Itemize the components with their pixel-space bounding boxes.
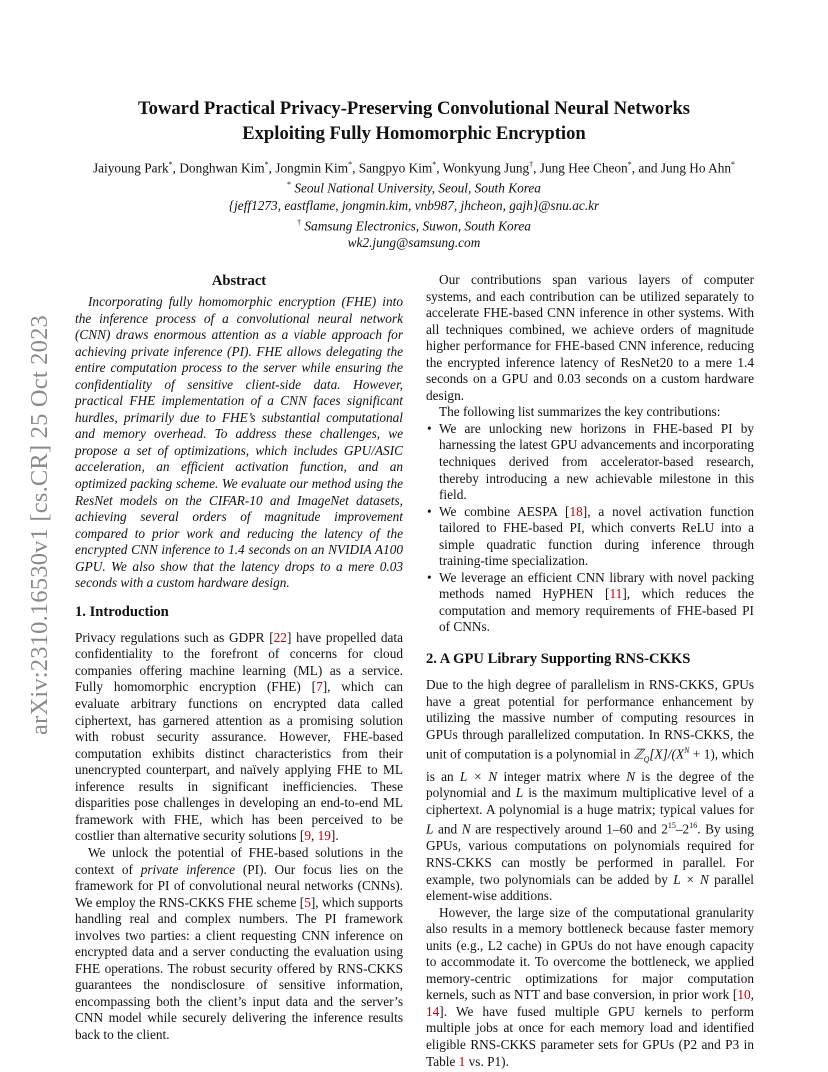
author-name: Wonkyung Jung xyxy=(442,160,530,176)
author-name: Jung Ho Ahn xyxy=(660,160,732,176)
author-name: Donghwan Kim xyxy=(179,160,265,176)
title-line-2: Exploiting Fully Homomorphic Encryption xyxy=(242,123,586,144)
list-item: • We combine AESPA [18], a novel activation function tailored to FHE-based PI, which converts ReLU into a simple quadratic function during inference through training-time specialization. xyxy=(427,503,754,569)
paper-title xyxy=(70,96,758,146)
section2-paragraph-2: However, the large size of the computational granularity also results in a memory bottleneck because faster memory units (e.g., L2 cache) in GPUs do not have enough capacity to accommodate it. To overcome the bottleneck, we applied memory-centric optimizations for major computation kernels, such as NTT and base conversion, in prior work [10, 14]. We have fused multiple GPU kernels to perform multiple jobs at once for each memory load and identified eligible RNS-CKKS parameter sets for GPUs (P2 and P3 in Table 1 vs. P1). xyxy=(426,904,754,1069)
citation-link[interactable]: 11 xyxy=(609,586,623,602)
author-name: Sangpyo Kim xyxy=(358,160,433,176)
paper-header xyxy=(70,96,758,251)
emails-snu: {jeff1273, eastflame, jongmin.kim, vnb987, jhcheon, gajh}@snu.ac.kr xyxy=(228,197,600,213)
arxiv-identifier: arXiv:2310.16530v1 [cs.CR] 25 Oct 2023 xyxy=(26,315,54,735)
section-heading-introduction: 1. Introduction xyxy=(75,603,169,620)
affiliation-mark: * xyxy=(731,160,736,169)
author-name: Jung Hee Cheon xyxy=(539,160,628,176)
intro-paragraph-1: Privacy regulations such as GDPR [22] have propelled data confidentiality to the forefront of concerns for cloud companies offering machine learning (ML) as a service. Fully homomorphic encryption (FHE) [7], which can evaluate arbitrary functions on encrypted data called ciphertext, has garnered attention as a promising solution with robust security assurance. However, FHE-based computation exhibits distinct characteristics from their unencrypted counterpart, and naïvely applying FHE to ML inference results in significant inefficiencies. These disparities pose challenges in developing an end-to-end ML framework with FHE, which has been perceived to be costlier than alternative security solutions [9, 19]. xyxy=(75,629,403,844)
bullet-icon: • xyxy=(427,503,432,519)
contributions-intro: Our contributions span various layers of computer systems, and each contribution can be utilized separately to accelerate FHE-based CNN inference in other systems. With all techniques combined, we achieve orders of magnitude higher performance for FHE-based CNN inference, reducing the encrypted inference latency of ResNet20 to a mere 1.4 seconds on a GPU and 0.03 seconds on a custom hardware design. xyxy=(426,272,754,403)
section2-paragraph-1: Due to the high degree of parallelism in RNS-CKKS, GPUs have a great potential for performance enhancement by utilizing the massive number of computing resources in GPUs through parallelized computation. In RNS-CKKS, the unit of computation is a polynomial in $ℤ_Q[X]/(X^N + 1)$, which is an L × N integer matrix where N is the degree of the polynomial and L is the maximum multiplicative level of a ciphertext. A polynomial is a huge matrix; typical values for L and N are respectively around 1–60 and $2^{15}-2^{16}$. By using GPUs, various computations on polynomials required for RNS-CKKS can mostly be performed in parallel. For example, two polynomials can be added by L × N parallel element-wise additions. xyxy=(426,677,754,904)
bullet-icon: • xyxy=(427,569,432,585)
email-samsung: wk2.jung@samsung.com xyxy=(347,235,481,251)
abstract-text: Incorporating fully homomorphic encryption (FHE) into the inference process of a convolutional neural network (CNN) draws enormous attention as a viable approach for achieving private inference (PI). FHE allows delegating the entire computation process to the server while ensuring the confidentiality of sensitive client-side data. However, practical FHE implementation of a CNN faces significant hurdles, primarily due to FHE’s substantial computational and memory overhead. To address these challenges, we propose a set of optimizations, which includes GPU/ASIC acceleration, an efficient activation function, and an optimized packing scheme. We evaluate our method using the ResNet models on the CIFAR-10 and ImageNet datasets, achieving several orders of magnitude improvement compared to prior work and reducing the latency of the encrypted CNN inference to 1.4 seconds on an NVIDIA A100 GPU. We also show that the latency drops to a mere 0.03 seconds with a custom hardware design. xyxy=(75,294,403,591)
list-item: • We are unlocking new horizons in FHE-based PI by harnessing the latest GPU advancements and incorporating techniques derived from accelerator-based research, thereby introducing a new achievable milestone in this field. xyxy=(427,420,754,503)
list-item: • We leverage an efficient CNN library with novel packing methods named HyPHEN [11], which reduces the computation and memory requirements of FHE-based PI of CNNs. xyxy=(427,569,754,635)
title-line-1: Toward Practical Privacy-Preserving Convolutional Neural Networks xyxy=(137,98,691,119)
table-reference-link[interactable]: 1 xyxy=(458,1053,466,1069)
right-column xyxy=(426,272,754,1070)
affiliation-mark: * xyxy=(168,160,173,169)
affiliation-mark: * xyxy=(264,160,269,169)
affiliation-mark: * xyxy=(432,160,437,169)
affiliation-mark: * xyxy=(348,160,353,169)
citation-link[interactable]: 14 xyxy=(426,1003,440,1019)
author-name: Jaiyoung Park xyxy=(92,160,169,176)
section-heading-gpu-library: 2. A GPU Library Supporting RNS-CKKS xyxy=(426,651,691,668)
citation-link[interactable]: 19 xyxy=(317,828,331,844)
citation-link[interactable]: 18 xyxy=(569,503,583,519)
affiliation-snu: * Seoul National University, Seoul, South Korea xyxy=(287,180,541,196)
intro-paragraph-2: We unlock the potential of FHE-based solutions in the context of private inference (PI). Our focus lies on the framework for PI of convolutional neural networks (CNNs). We employ the RNS-CKKS FHE scheme [5], which supports handling real and complex numbers. The PI framework involves two parties: a client requesting CNN inference on encrypted data and a server conducting the evaluation using FHE operations. The robust security offered by RNS-CKKS guarantees the nondisclosure of sensitive information, encompassing both the client’s input data and the server’s CNN model while securely delivering the inference results back to the client. xyxy=(75,844,403,1042)
contributions-list xyxy=(426,421,754,636)
left-column xyxy=(75,272,403,1044)
author-list: Jaiyoung Park*, Donghwan Kim*, Jongmin Kim*, Sangpyo Kim*, Wonkyung Jung†, Jung Hee Cheon*, and Jung Ho Ahn* xyxy=(92,160,736,176)
abstract-heading: Abstract xyxy=(211,273,267,289)
citation-link[interactable]: 5 xyxy=(304,894,311,910)
arxiv-stamp xyxy=(22,290,58,760)
affiliation-mark: † xyxy=(529,160,534,169)
author-name: Jongmin Kim xyxy=(275,160,349,176)
bullet-icon: • xyxy=(427,420,432,436)
contributions-lead: The following list summarizes the key contributions: xyxy=(439,404,721,420)
affiliation-samsung: † Samsung Electronics, Suwon, South Korea xyxy=(297,217,531,234)
citation-link[interactable]: 22 xyxy=(273,629,287,645)
citation-link[interactable]: 7 xyxy=(316,679,323,695)
citation-link[interactable]: 9 xyxy=(304,828,311,844)
citation-link[interactable]: 10 xyxy=(737,987,751,1003)
affiliation-mark: * xyxy=(627,160,632,169)
